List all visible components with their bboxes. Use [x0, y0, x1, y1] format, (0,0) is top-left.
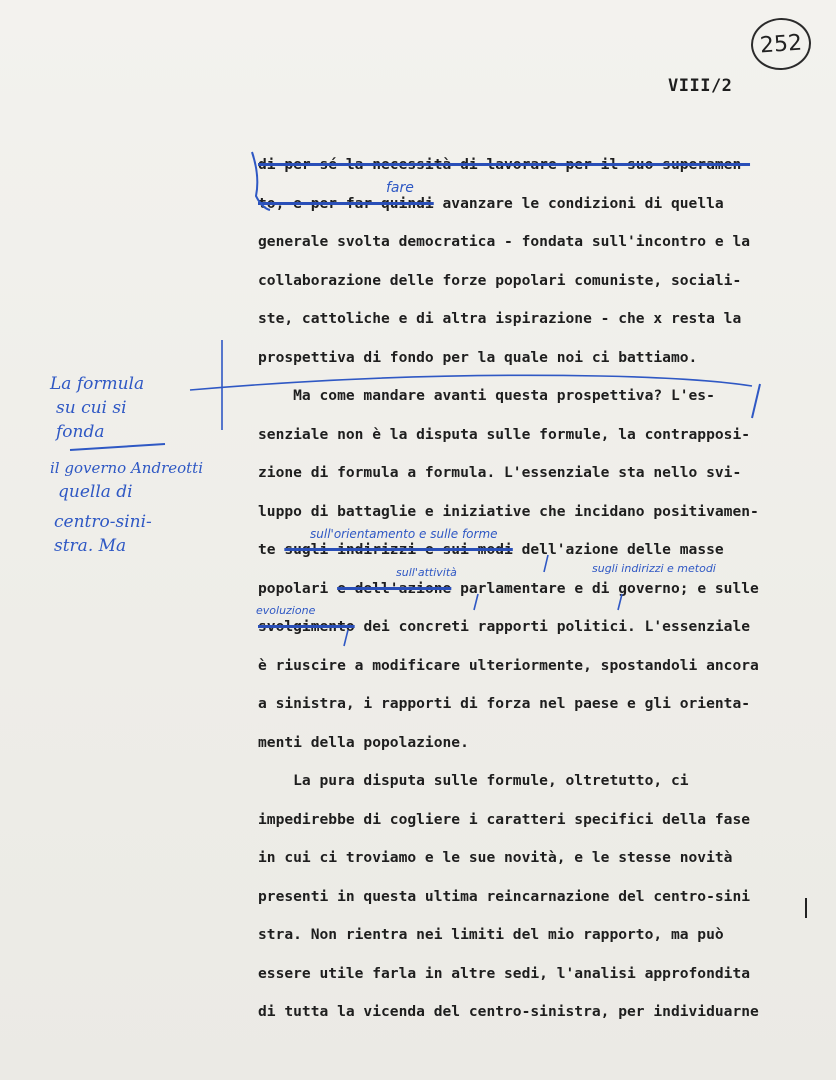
text-line: generale svolta democratica - fondata sull'incontro e la [258, 233, 751, 250]
struck-text: sugli indirizzi e sui modi [284, 541, 513, 558]
text-line: menti della popolazione. [258, 733, 469, 751]
insertion-caret [618, 594, 622, 610]
section-reference: VIII/2 [668, 76, 733, 96]
margin-strike [70, 444, 165, 450]
margin-note-line: quella di [58, 482, 133, 502]
text-line: collaborazione delle forze popolari comuniste, sociali- [258, 271, 742, 289]
margin-note-line: centro-sini- [54, 512, 152, 532]
text-line: senziale non è la disputa sulle formule, la contrapposi- [258, 425, 751, 443]
text-line: è riuscire a modificare ulteriormente, spostandoli ancora [258, 656, 759, 674]
text-line: impedirebbe di cogliere i caratteri specifici della fase [258, 810, 751, 828]
insertion-caret [752, 384, 760, 418]
text-line: stra. Non rientra nei limiti del mio rapporto, ma può [258, 926, 724, 943]
insertion-line [190, 375, 752, 390]
margin-note-line: stra. Ma [54, 536, 127, 556]
text-line: presenti in questa ultima reincarnazione del centro-sini [258, 887, 751, 905]
deletion-scribble [252, 152, 270, 210]
insertion-caret [474, 594, 478, 610]
handwritten-insertion: fare [386, 179, 414, 196]
margin-note-line: il governo Andreotti [50, 459, 204, 477]
text-segment: dei concreti rapporti politici. L'essenziale [354, 618, 751, 635]
struck-text: e dell'azione [337, 579, 452, 597]
text-segment: popolari [258, 579, 338, 597]
text-line: zione di formula a formula. L'essenziale sta nello svi- [258, 464, 742, 481]
text-segment: dell'azione delle masse [512, 541, 724, 558]
page-number: 252 [759, 30, 803, 58]
text-segment: avanzare le condizioni di quella [433, 194, 724, 212]
struck-text: svolgimento [258, 618, 355, 635]
text-line: a sinistra, i rapporti di forza nel paese e gli orienta- [258, 695, 751, 712]
struck-text: to, e per far quindi [258, 194, 434, 212]
text-line: in cui ci troviamo e le sue novità, e le stesse novità [258, 849, 733, 866]
margin-note-line: su cui si [56, 398, 127, 418]
margin-note-line: fonda [56, 422, 105, 442]
struck-text: di per sé la necessità di lavorare per il suo superamen- [258, 156, 751, 173]
text-line: prospettiva di fondo per la quale noi ci battiamo. [258, 348, 698, 366]
text-line: luppo di battaglie e iniziative che incidano positivamen- [258, 502, 759, 520]
insertion-caret [544, 555, 548, 572]
text-segment: La pura disputa sulle formule, oltretutto, ci [258, 772, 689, 789]
handwritten-insertion: sull'orientamento e sulle forme [310, 527, 498, 541]
text-segment: Ma come mandare avanti questa prospettiva? L'es- [258, 387, 715, 404]
margin-note-line: La formula [50, 374, 145, 394]
text-segment: te [258, 541, 285, 558]
text-line: essere utile farla in altre sedi, l'analisi approfondita [258, 964, 751, 982]
handwritten-insertion: sugli indirizzi e metodi [592, 561, 716, 575]
text-line: ste, cattoliche e di altra ispirazione - che x resta la [258, 310, 742, 327]
text-line: di tutta la vicenda del centro-sinistra, per individuarne [258, 1003, 759, 1020]
handwritten-insertion: evoluzione [256, 604, 316, 617]
handwritten-insertion: sull'attività [396, 565, 457, 579]
insertion-caret [344, 630, 348, 646]
text-segment: parlamentare e di governo; e sulle [451, 579, 759, 597]
